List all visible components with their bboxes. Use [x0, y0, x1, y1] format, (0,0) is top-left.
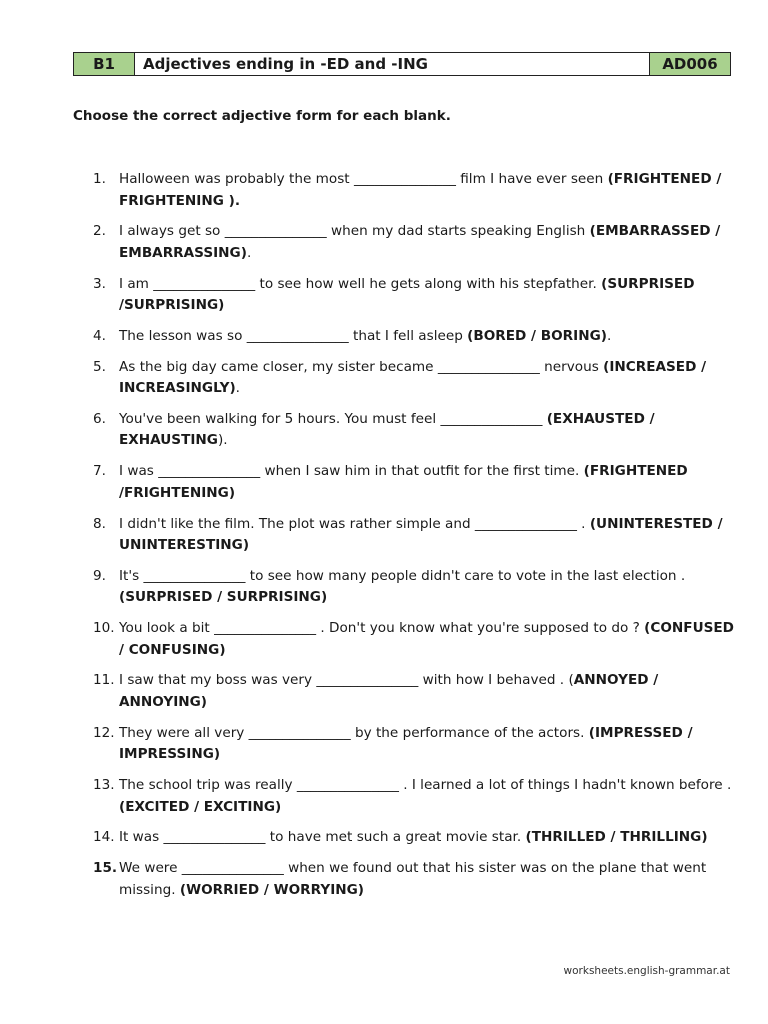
answer-options: (UNINTERESTED / UNINTERESTING): [119, 515, 723, 554]
answer-blank[interactable]: _______________: [316, 672, 419, 689]
trailing-punctuation: .: [235, 380, 240, 397]
sentence-end: to have met such a great movie star.: [265, 829, 526, 846]
item-sentence: [119, 827, 738, 849]
answer-options: (FRIGHTENED / FRIGHTENING ).: [119, 171, 722, 209]
item-number: 3.: [93, 275, 106, 292]
exercise-item: [93, 670, 738, 713]
item-sentence: [119, 461, 738, 504]
sentence-end: to see how many people didn't care to vote in the last election .: [245, 567, 686, 584]
answer-options: (SURPRISED / SURPRISING): [119, 589, 328, 606]
item-number: 7.: [93, 463, 106, 480]
answer-options: (FRIGHTENED /FRIGHTENING): [119, 463, 688, 501]
answer-blank[interactable]: _______________: [181, 860, 284, 877]
item-sentence: [119, 409, 738, 452]
exercise-item: [93, 357, 738, 400]
item-number: 15.: [93, 860, 118, 877]
exercise-item: [93, 723, 738, 766]
answer-options: (IMPRESSED / IMPRESSING): [119, 724, 693, 763]
item-number: 1.: [93, 171, 106, 187]
answer-blank[interactable]: _______________: [153, 275, 256, 292]
answer-options: ANNOYED / ANNOYING): [119, 672, 659, 710]
sentence-start: They were all very: [119, 724, 249, 741]
sentence-end: film I have ever seen: [455, 171, 608, 187]
item-sentence: [119, 618, 738, 661]
sentence-end: that I fell asleep: [348, 327, 468, 344]
answer-blank[interactable]: _______________: [474, 515, 577, 532]
sentence-start: I am: [119, 275, 154, 292]
exercise-item: [93, 514, 738, 557]
exercise-item: [93, 169, 738, 212]
footer-source: worksheets.english-grammar.at: [563, 965, 730, 977]
sentence-end: . Don't you know what you're supposed to do ?: [316, 620, 645, 637]
sentence-start: I didn't like the film. The plot was rather simple and: [119, 515, 475, 532]
answer-options: (BORED / BORING): [467, 327, 607, 344]
exercise-item: [93, 618, 738, 661]
answer-options: (CONFUSED / CONFUSING): [119, 620, 734, 658]
exercise-item: [93, 566, 738, 609]
item-sentence: [119, 858, 738, 901]
item-sentence: [119, 566, 738, 609]
answer-options: (EXHAUSTED / EXHAUSTING: [119, 410, 655, 449]
sentence-end: .: [576, 515, 590, 532]
answer-blank[interactable]: _______________: [246, 327, 349, 344]
sentence-start: I was: [119, 463, 159, 480]
item-number: 6.: [93, 410, 106, 427]
item-sentence: [119, 169, 738, 212]
item-number: 2.: [93, 223, 106, 240]
item-number: 11.: [93, 672, 115, 689]
exercise-item: [93, 461, 738, 504]
sentence-start: I always get so: [119, 223, 225, 240]
sentence-start: Halloween was probably the most: [119, 171, 354, 187]
answer-blank[interactable]: _______________: [248, 724, 351, 741]
sentence-end: when I saw him in that outfit for the first time.: [260, 463, 584, 480]
answer-blank[interactable]: _______________: [214, 620, 317, 637]
item-number: 9.: [93, 567, 106, 584]
exercise-item: [93, 221, 738, 264]
answer-options: (SURPRISED /SURPRISING): [119, 275, 695, 314]
sentence-start: We were: [119, 860, 182, 877]
answer-options: (EMBARRASSED / EMBARRASSING): [119, 223, 721, 261]
sentence-start: The school trip was really: [119, 777, 297, 794]
answer-blank[interactable]: _______________: [296, 777, 399, 794]
sentence-start: You look a bit: [119, 620, 215, 637]
answer-blank[interactable]: _______________: [158, 463, 261, 480]
sentence-end: nervous: [539, 358, 604, 375]
answer-blank[interactable]: _______________: [437, 358, 540, 375]
sentence-start: It was: [119, 829, 164, 846]
item-number: 13.: [93, 777, 115, 794]
item-sentence: [119, 514, 738, 557]
sentence-end: when we found out that his sister was on the plane that went missing.: [119, 860, 707, 898]
answer-blank[interactable]: _______________: [440, 410, 543, 427]
sentence-start: You've been walking for 5 hours. You must feel: [119, 410, 441, 427]
level-badge: B1: [74, 53, 135, 75]
trailing-punctuation: .: [246, 244, 252, 261]
sentence-start: I saw that my boss was very: [119, 672, 317, 689]
item-sentence: [119, 221, 738, 264]
item-number: 14.: [93, 829, 115, 846]
exercise-item: [93, 409, 738, 452]
exercise-item: [93, 274, 738, 317]
item-number: 10.: [93, 620, 115, 637]
answer-blank[interactable]: _______________: [224, 223, 327, 240]
instruction-text: Choose the correct adjective form for each blank.: [73, 108, 451, 124]
answer-options: (EXCITED / EXCITING): [119, 798, 282, 815]
sentence-end: with how I behaved . (: [418, 672, 574, 689]
answer-options: (WORRIED / WORRYING): [179, 881, 365, 898]
item-sentence: [119, 326, 738, 348]
item-sentence: [119, 357, 738, 400]
exercise-item: [93, 827, 738, 849]
item-number: 4.: [93, 327, 106, 344]
item-sentence: [119, 723, 738, 766]
answer-blank[interactable]: _______________: [143, 567, 246, 584]
sentence-end: to see how well he gets along with his stepfather.: [255, 275, 602, 292]
exercise-list: [93, 169, 738, 910]
answer-blank[interactable]: _______________: [163, 829, 266, 846]
answer-options: (THRILLED / THRILLING): [525, 829, 708, 846]
sentence-start: It's: [119, 567, 144, 584]
worksheet-header: [73, 52, 731, 76]
sentence-end: when my dad starts speaking English: [326, 223, 590, 240]
item-sentence: [119, 274, 738, 317]
answer-options: (INCREASED / INCREASINGLY): [119, 358, 707, 397]
sentence-end: . I learned a lot of things I hadn't known before .: [398, 777, 732, 794]
trailing-punctuation: ).: [217, 432, 228, 449]
worksheet-title: Adjectives ending in -ED and -ING: [135, 53, 650, 75]
item-number: 12.: [93, 724, 115, 741]
sentence-start: As the big day came closer, my sister became: [119, 358, 438, 375]
exercise-item: [93, 775, 738, 818]
item-number: 5.: [93, 358, 106, 375]
item-number: 8.: [93, 515, 106, 532]
sentence-start: The lesson was so: [119, 327, 247, 344]
trailing-punctuation: .: [606, 327, 612, 344]
worksheet-code: AD006: [650, 53, 730, 75]
sentence-end: by the performance of the actors.: [350, 724, 589, 741]
answer-blank[interactable]: _______________: [353, 171, 456, 187]
item-sentence: [119, 670, 738, 713]
item-sentence: [119, 775, 738, 818]
exercise-item: [93, 326, 738, 348]
exercise-item: [93, 858, 738, 901]
